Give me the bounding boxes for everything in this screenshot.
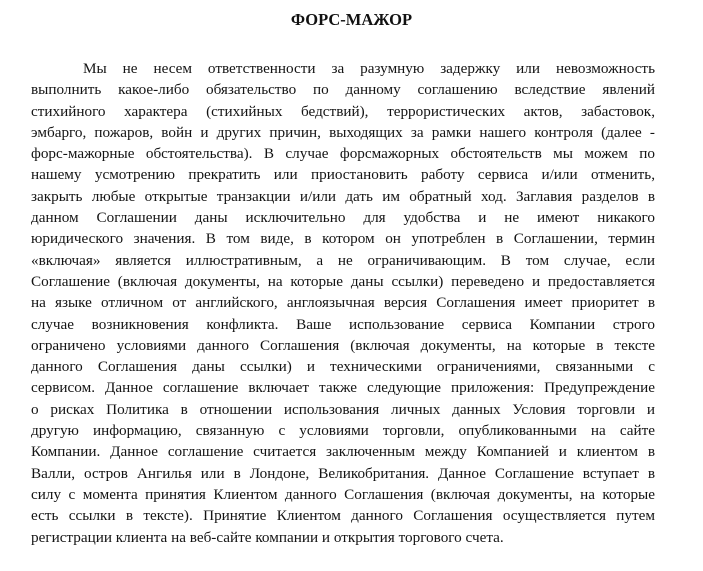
- paragraph-line: выполнить какое-либо обязательство по данному соглашению вследствие явлений: [31, 81, 655, 99]
- paragraph-line: сервисом. Данное соглашение включает также следующие приложения: Предупреждение: [31, 379, 655, 397]
- paragraph-line: ограничено условиями данного Соглашения (включая документы, на которые в тексте: [31, 336, 655, 354]
- paragraph-line: Соглашение (включая документы, на которые даны ссылки) переведено и предоставляется: [31, 272, 655, 290]
- paragraph-line: стихийного характера (стихийных бедствий), террористических актов, забастовок,: [31, 102, 655, 120]
- paragraph-line: другую информацию, связанную с условиями торговли, опубликованными на сайте: [31, 422, 655, 440]
- paragraph-line: форс-мажорные обстоятельства). В случае форсмажорных обстоятельств мы можем по: [31, 145, 655, 163]
- document-paragraph: [31, 58, 655, 548]
- paragraph-line: Мы не несем ответственности за разумную задержку или невозможность: [83, 60, 655, 77]
- paragraph-line: данном Соглашении даны исключительно для удобства и не имеют никакого: [31, 209, 655, 227]
- paragraph-line: случае возникновения конфликта. Ваше использование сервиса Компании строго: [31, 315, 655, 333]
- paragraph-line: нашему усмотрению прекратить или приостановить работу сервиса и/или отменить,: [31, 166, 655, 184]
- paragraph-line: регистрации клиента на веб-сайте компании и открытия торгового счета.: [31, 528, 504, 546]
- paragraph-line: данного Соглашения даны ссылки) и техническими ограничениями, связанными с: [31, 358, 655, 376]
- paragraph-line: закрыть любые открытые транзакции и/или дать им обратный ход. Заглавия разделов в: [31, 187, 655, 205]
- paragraph-line: юридического значения. В том виде, в котором он употреблен в Соглашении, термин: [31, 230, 655, 248]
- paragraph-line: есть ссылки в тексте). Принятие Клиентом данного Соглашения осуществляется путем: [31, 507, 655, 525]
- paragraph-line: эмбарго, пожаров, войн и других причин, выходящих за рамки нашего контроля (далее -: [31, 123, 655, 141]
- paragraph-line: Компании. Данное соглашение считается заключенным между Компанией и клиентом в: [31, 443, 655, 461]
- paragraph-line: о рисках Политика в отношении использования личных данных Условия торговли и: [31, 400, 655, 418]
- paragraph-line: силу с момента принятия Клиентом данного Соглашения (включая документы, на которые: [31, 485, 655, 503]
- paragraph-line: на языке отличном от английского, англоязычная версия Соглашения имеет приоритет в: [31, 294, 655, 312]
- paragraph-line: «включая» является иллюстративным, а не ограничивающим. В том случае, если: [31, 251, 655, 269]
- paragraph-line: Валли, остров Ангилья или в Лондоне, Великобритания. Данное Соглашение вступает в: [31, 464, 655, 482]
- document-title: ФОРС-МАЖОР: [290, 10, 413, 29]
